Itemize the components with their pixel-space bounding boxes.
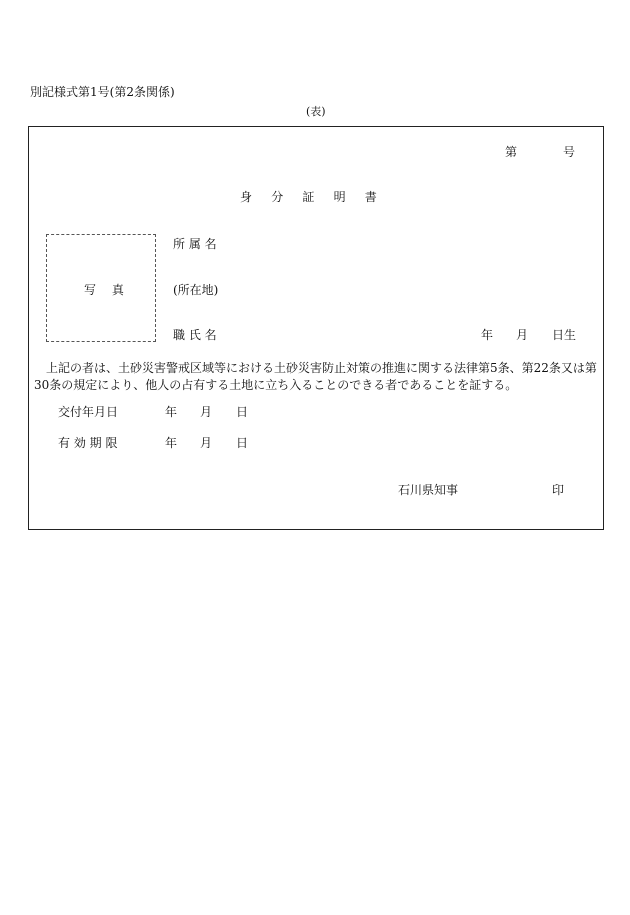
issuer-name: 石川県知事 xyxy=(398,483,459,497)
affiliation-label: 所 属 名 xyxy=(173,237,217,251)
seal-mark: 印 xyxy=(552,483,565,497)
issue-day: 日 xyxy=(236,405,249,419)
form-label: 別記様式第1号(第2条関係) xyxy=(30,85,175,99)
certification-statement: 上記の者は、土砂災害警戒区域等における土砂災害防止対策の推進に関する法律第5条、第22条又は第30条の規定により、他人の占有する土地に立ち入ることのできる者であることを証する。 xyxy=(34,361,597,392)
birth-day: 日生 xyxy=(552,328,577,342)
birth-year: 年 xyxy=(481,328,494,342)
valid-month: 月 xyxy=(200,436,213,450)
valid-until-label: 有 効 期 限 xyxy=(58,436,118,450)
side-label: (表) xyxy=(306,105,326,118)
valid-day: 日 xyxy=(236,436,249,450)
position-name-label: 職 氏 名 xyxy=(173,328,217,342)
birth-month: 月 xyxy=(516,328,529,342)
number-suffix: 号 xyxy=(563,145,576,159)
photo-label: 写 真 xyxy=(84,283,130,297)
issue-date-label: 交付年月日 xyxy=(58,405,119,419)
issue-month: 月 xyxy=(200,405,213,419)
location-label: (所在地) xyxy=(173,283,219,297)
valid-year: 年 xyxy=(165,436,178,450)
certificate-title: 身分証明書 xyxy=(240,190,397,204)
number-prefix: 第 xyxy=(505,145,518,159)
issue-year: 年 xyxy=(165,405,178,419)
